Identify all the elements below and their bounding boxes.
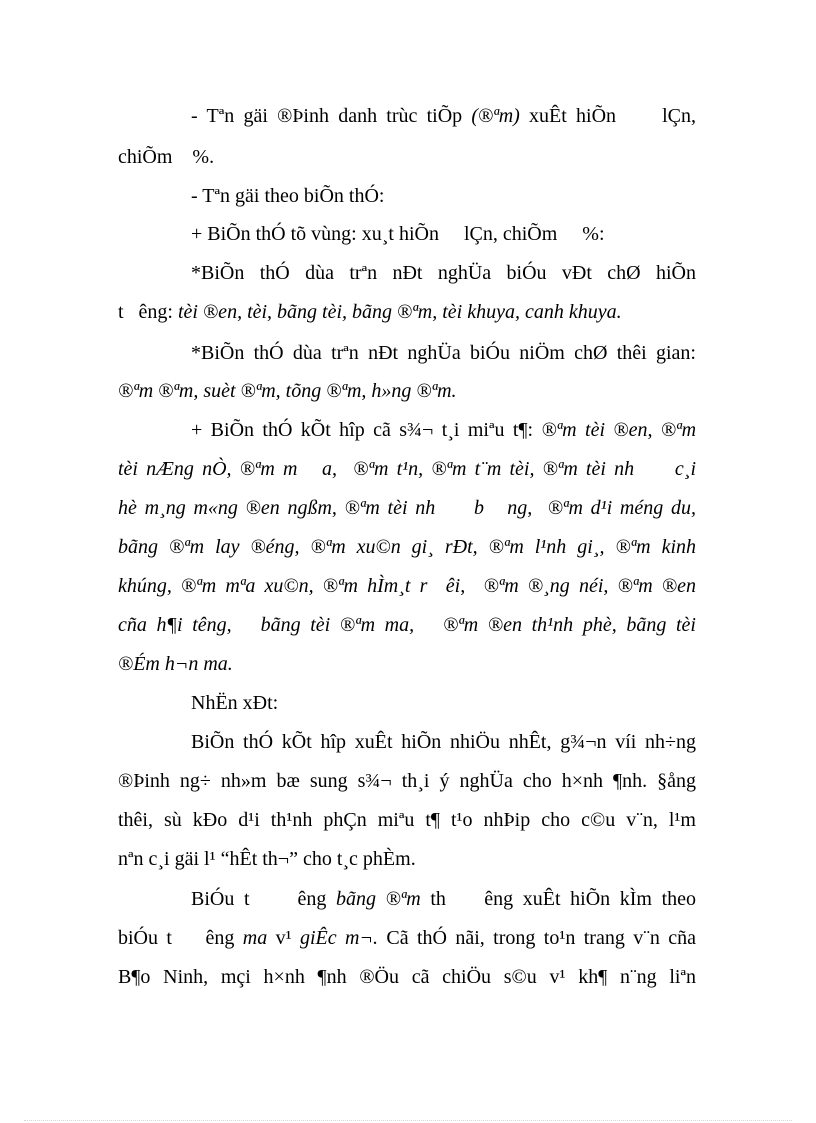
- text-line: BiÕn thÓ kÕt hîp xuÊt hiÕn nhiÖu nhÊt, g¾¬n víi nh÷ng: [191, 731, 696, 753]
- text-line: BiÓu t êng bãng ®ªm th êng xuÊt hiÕn kÌm theo: [191, 888, 697, 910]
- text-line: ®Ém h¬n ma.: [118, 653, 233, 675]
- text-line: + BiÕn thÓ tõ vùng: xu¸t hiÕn lÇn, chiÕm %:: [191, 223, 605, 245]
- text-line: + BiÕn thÓ kÕt hîp cã s¾¬ t¸i miªu t¶: ®ªm tèi ®en, ®ªm: [191, 419, 697, 441]
- text-line: chiÕm %.: [118, 146, 215, 168]
- text-line: tèi nÆng nÒ, ®ªm m a, ®ªm t¹n, ®ªm t¨m tèi, ®ªm tèi nh c¸i: [118, 458, 696, 480]
- text-line: B¶o Ninh, mçi h×nh ¶nh ®Öu cã chiÖu s©u v¹ kh¶ n¨ng liªn: [118, 966, 696, 988]
- text-line: khúng, ®ªm mªa xu©n, ®ªm hÌm¸t r êi, ®ªm ®¸ng néi, ®ªm ®en: [118, 575, 696, 597]
- text-line: hè m¸ng m«ng ®en ngßm, ®ªm tèi nh b ng, ®ªm d¹i méng du,: [118, 497, 696, 519]
- text-line: NhËn xÐt:: [191, 692, 279, 714]
- text-line: biÓu t êng ma v¹ giÊc m¬. Cã thÓ nãi, trong to¹n trang v¨n cña: [118, 927, 697, 949]
- text-line: nªn c¸i gäi l¹ “hÊt th¬” cho t¸c phÈm.: [118, 848, 416, 870]
- text-line: *BiÕn thÓ dùa trªn nÐt nghÜa biÓu vÐt chØ hiÕn: [191, 262, 696, 284]
- text-line: thêi, sù kÐo d¹i th¹nh phÇn miªu t¶ t¹o nhÞip cho c©u v¨n, l¹m: [118, 809, 696, 831]
- text-line: t êng: tèi ®en, tèi, bãng tèi, bãng ®ªm, tèi khuya, canh khuya.: [118, 301, 622, 323]
- text-line: cña h¶i têng, bãng tèi ®ªm ma, ®ªm ®en th¹nh phè, bãng tèi: [118, 614, 696, 636]
- text-line: ®Þinh ng÷ nh»m bæ sung s¾¬ th¸i ý nghÜa cho h×nh ¶nh. §ång: [118, 770, 696, 792]
- text-line: - Tªn gäi theo biÕn thÓ:: [191, 185, 385, 207]
- page-bottom-divider: [24, 1120, 792, 1121]
- text-line: ®ªm ®ªm, suèt ®ªm, tõng ®ªm, h»ng ®ªm.: [118, 380, 457, 402]
- text-line: - Tªn gäi ®Þinh danh trùc tiÕp (®ªm) xuÊt hiÕn lÇn,: [191, 105, 696, 127]
- text-line: *BiÕn thÓ dùa trªn nÐt nghÜa biÓu niÖm chØ thêi gian:: [191, 342, 696, 364]
- text-line: bãng ®ªm lay ®éng, ®ªm xu©n gi¸ rÐt, ®ªm l¹nh gi¸, ®ªm kinh: [118, 536, 696, 558]
